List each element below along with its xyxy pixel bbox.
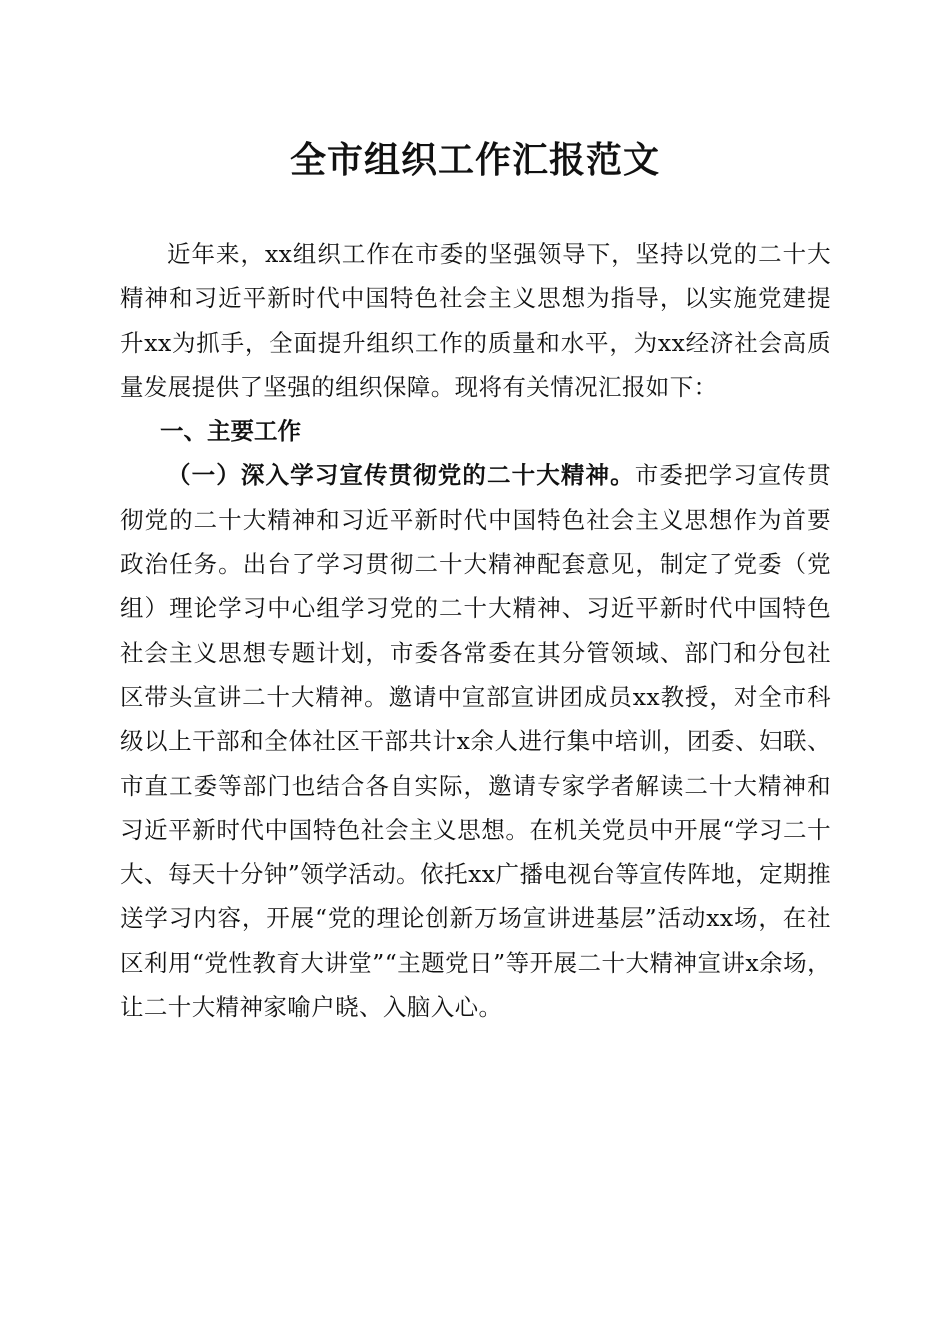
document-title: 全市组织工作汇报范文: [289, 140, 660, 181]
document-body: [120, 232, 831, 1029]
section-item-text: 市委把学习宣传贯彻党的二十大精神和习近平新时代中国特色社会主义思想作为首要政治任务。出台了学习贯彻二十大精神配套意见，制定了党委（党组）理论学习中心组学习党的二十大精神、习近平新时代中国特色社会主义思想专题计划，市委各常委在其分管领域、部门和分包社区带头宣讲二十大精神。邀请中宣部宣讲团成员xx教授，对全市科级以上干部和全体社区干部共计x余人进行集中培训，团委、妇联、市直工委等部门也结合各自实际，邀请专家学者解读二十大精神和习近平新时代中国特色社会主义思想。在机关党员中开展“学习二十大、每天十分钟”领学活动。依托xx广播电视台等宣传阵地，定期推送学习内容，开展“党的理论创新万场宣讲进基层”活动xx场，在社区利用“党性教育大讲堂”“主题党日”等开展二十大精神宣讲x余场，让二十大精神家喻户晓、入脑入心。: [120, 461, 831, 1022]
section-item-lead: （一）深入学习宣传贯彻党的二十大精神。: [167, 461, 635, 490]
intro-paragraph: 近年来，xx组织工作在市委的坚强领导下，坚持以党的二十大精神和习近平新时代中国特色社会主义思想为指导，以实施党建提升xx为抓手，全面提升组织工作的质量和水平，为xx经济社会高质量发展提供了坚强的组织保障。现将有关情况汇报如下：: [120, 240, 831, 401]
section-heading: 一、主要工作: [160, 417, 301, 446]
section-item-paragraph: [120, 453, 831, 1029]
